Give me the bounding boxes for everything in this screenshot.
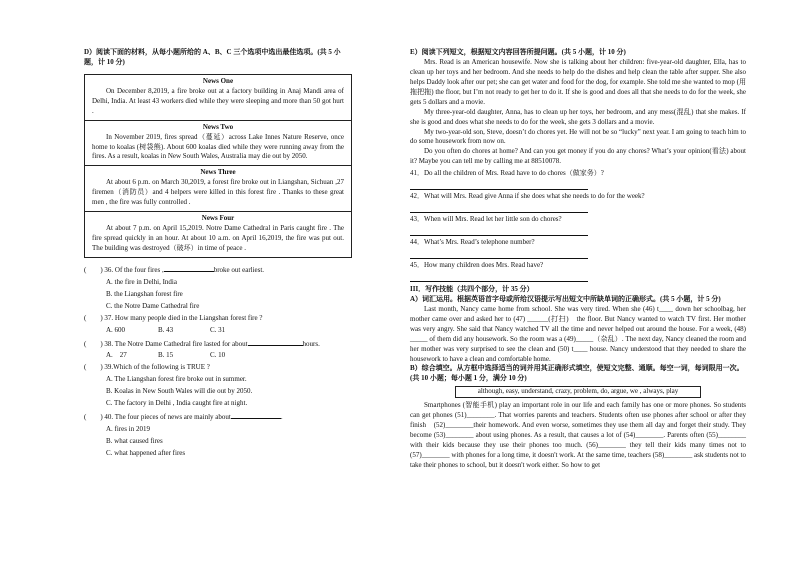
- question-text: 37. How many people died in the Liangshan forest fire ?: [104, 313, 263, 322]
- answer-paren[interactable]: ( ): [84, 265, 103, 274]
- passage-paragraph: Do you often do chores at home? And can you get money if you do any chores? What’s your opinion(看法) about it? Maybe you can tell me by calling me at 88510078.: [410, 147, 746, 166]
- news-title: News Two: [202, 122, 234, 131]
- answer-blank[interactable]: [231, 411, 283, 422]
- reading-question: 42．What will Mrs. Read give Anna if she does what she needs to do for the week?: [410, 192, 645, 201]
- news-item: [85, 211, 351, 257]
- option[interactable]: C. 31: [210, 325, 226, 334]
- answer-line[interactable]: [410, 248, 588, 259]
- answer-blank[interactable]: [248, 338, 303, 346]
- passage-paragraph: My two-year-old son, Steve, doesn’t do chores yet. He will not be so “lucky” next year. I am going to teach him to do some housework from now on.: [410, 127, 746, 146]
- answer-line[interactable]: [410, 179, 588, 190]
- news-text: At about 6 p.m. on March 30,2019, a forest fire broke out in Liangshan, Sichuan ,27 firemen（消防员）and 4 helpers were killed in this forest fire . Thanks to these great men , the fire was fully controlled .: [92, 178, 344, 207]
- question-stem: [84, 411, 352, 423]
- option[interactable]: B. 43: [158, 325, 174, 334]
- answer-paren[interactable]: ( ): [84, 363, 103, 372]
- cloze-passage: Smartphones (智能手机) play an important role in our life and each family has one or more phones. So students can get phones (51)________. That worries parents and teachers. Students often use phones after school or after they finish (52)________their homework. And even worse, sometimes they use them all day and forget their study. They become (53)________ about using phones. As a result, that causes a lot of (54)________. Parents often (55)________ with their kids because they use their phones too much. (56)________ they tell their kids many times not to (57)________ with phones for a long time, it doesn't work. At the same time, teachers (58)________ ask students not to take their phones to school, but it doesn't work either. So how to get: [410, 401, 746, 469]
- option[interactable]: A. the fire in Delhi, India: [106, 277, 177, 286]
- option[interactable]: B. Koalas in New South Wales will die out by 2050.: [106, 387, 253, 396]
- news-item: [85, 120, 351, 166]
- option[interactable]: A. 600: [106, 325, 126, 334]
- option[interactable]: A. 27: [106, 351, 127, 360]
- news-item: [85, 75, 351, 120]
- news-text: In November 2019, fires spread（蔓延）across Lake Innes Nature Reserve, once home to koalas (树袋熊). About 600 koalas died while they were running away from the fires. As a result, koalas in New South Wales, Australia may die out by 2050.: [92, 132, 344, 161]
- question-text: 38. The Notre Dame Cathedral fire lasted for about: [104, 339, 248, 348]
- news-text: On December 8,2019, a fire broke out at a factory building in Anaj Mandi area of Delhi, India. At least 43 workers died while they were sleeping and more than 50 got hurt .: [92, 86, 344, 115]
- question-text-end: .: [280, 413, 283, 422]
- section-iii-heading: III．写作技能（共四个部分，计 35 分）: [410, 284, 534, 293]
- question-text-end: hours.: [302, 339, 320, 348]
- passage-paragraph: Mrs. Read is an American housewife. Now she is talking about her children: five-year-old daughter, Ella, has to clean up her toys and her bedroom. And she needs to help do the dishes and help clean the table after supper. She also helps Daddy look after our pet; she can get water and food for the dog, for example. She told me she wanted to mop (用拖把拖) the floor, but I’m not ready to get her to do it. If she is good and does all that she needs to do for the week, she gets 5 dollars and a movie.: [410, 57, 746, 106]
- answer-line[interactable]: [410, 202, 588, 213]
- answer-blank[interactable]: [164, 264, 214, 272]
- question-text-end: broke out earliest.: [213, 265, 265, 274]
- options-row: [84, 351, 352, 361]
- passage-paragraph: My three-year-old daughter, Anna, has to clean up her toys, her bedroom, and any mess(混乱) that she makes. If she is good and does what she needs to do for the week, she gets 3 dollars and a movie.: [410, 107, 746, 126]
- question-text: 39.Which of the following is TRUE ?: [104, 363, 210, 372]
- news-title: News One: [202, 76, 234, 85]
- section-b-heading: B）综合填空。从方框中选择适当的词并用其正确形式填空，使短文完整、通顺。每空一词，每词限用一次。(共 10 小题；每小题 1 分，满分 10 分): [410, 364, 744, 383]
- answer-paren[interactable]: ( ): [84, 339, 103, 348]
- options-row: [84, 326, 352, 336]
- question-text: 40. The four pieces of news are mainly about: [104, 413, 231, 422]
- reading-question: 41．Do all the children of Mrs. Read have to do chores（做家务）?: [410, 169, 604, 178]
- question-stem: [84, 314, 352, 324]
- answer-paren[interactable]: ( ): [84, 313, 103, 322]
- option[interactable]: A. The Liangshan forest fire broke out in summer.: [106, 375, 247, 384]
- news-box: [84, 74, 352, 258]
- answer-paren[interactable]: ( ): [84, 413, 103, 422]
- news-title: News Three: [200, 168, 236, 177]
- reading-question: 44．What’s Mrs. Read’s telephone number?: [410, 238, 535, 247]
- option[interactable]: C. 10: [210, 351, 226, 360]
- reading-question: 43．When will Mrs. Read let her little son do chores?: [410, 215, 562, 224]
- news-text: At about 7 p.m. on April 15,2019. Notre Dame Cathedral in Paris caught fire . The fire spread quickly in an hour. At about 10 a.m. on April 16,2019, the fire was put out. The building was destroyed（破坏）in time of peace .: [92, 224, 344, 252]
- word-bank-box: although, easy, understand, crazy, problem, do, argue, we , always, play: [455, 386, 701, 398]
- news-title: News Four: [201, 214, 235, 223]
- multiple-choice-questions: [84, 264, 352, 459]
- answer-line[interactable]: [410, 271, 588, 282]
- option[interactable]: C. what happened after fires: [106, 448, 186, 457]
- question-stem: [84, 264, 352, 276]
- section-a-heading: A）词汇运用。根据英语首字母或所给汉语提示写出短文中所缺单词的正确形式。(共 5 小题，计 5 分): [410, 294, 721, 303]
- option[interactable]: B. what caused fires: [106, 437, 163, 445]
- option[interactable]: B. the Liangshan forest fire: [106, 289, 183, 298]
- option[interactable]: B. 15: [158, 351, 174, 360]
- left-column: [84, 48, 352, 459]
- section-e-heading: E）阅读下列短文，根据短文内容回答所提问题。(共 5 小题，计 10 分): [410, 48, 626, 56]
- news-item: [85, 165, 351, 211]
- question-stem: [84, 363, 352, 373]
- section-d-heading: D）阅读下面的材料，从每小题所给的 A、B、C 三个选项中选出最佳选项。(共 5 小题，计 10 分): [84, 48, 341, 66]
- option[interactable]: C. the Notre Dame Cathedral fire: [106, 301, 200, 310]
- option[interactable]: C. The factory in Delhi , India caught fire at night.: [106, 399, 248, 408]
- vocab-passage: Last month, Nancy came home from school. She was very tired. When she (46) t____ down her schoolbag, her mother came over and asked her to (47) ______(打扫) the floor. But Nancy wanted to watch TV first. Her mother was very angry. She said that Nancy watched TV all the time and never helped out around the house. For a week, (48) _____ of them did any housework. So the room was a (49)_____（杂乱）. The next day, Nancy cleaned the room and her mother was very surprised to see the clean and (50) t____ house. Nancy understood that they needed to share the housework to have a clean and comfortable home.: [410, 304, 746, 363]
- question-stem: [84, 338, 352, 350]
- answer-line[interactable]: [410, 225, 588, 236]
- right-column: [410, 48, 746, 471]
- reading-questions: [410, 169, 746, 282]
- reading-question: 45．How many children does Mrs. Read have?: [410, 261, 544, 269]
- question-text: 36. Of the four fires ,: [104, 265, 164, 274]
- option[interactable]: A. fires in 2019: [106, 425, 150, 434]
